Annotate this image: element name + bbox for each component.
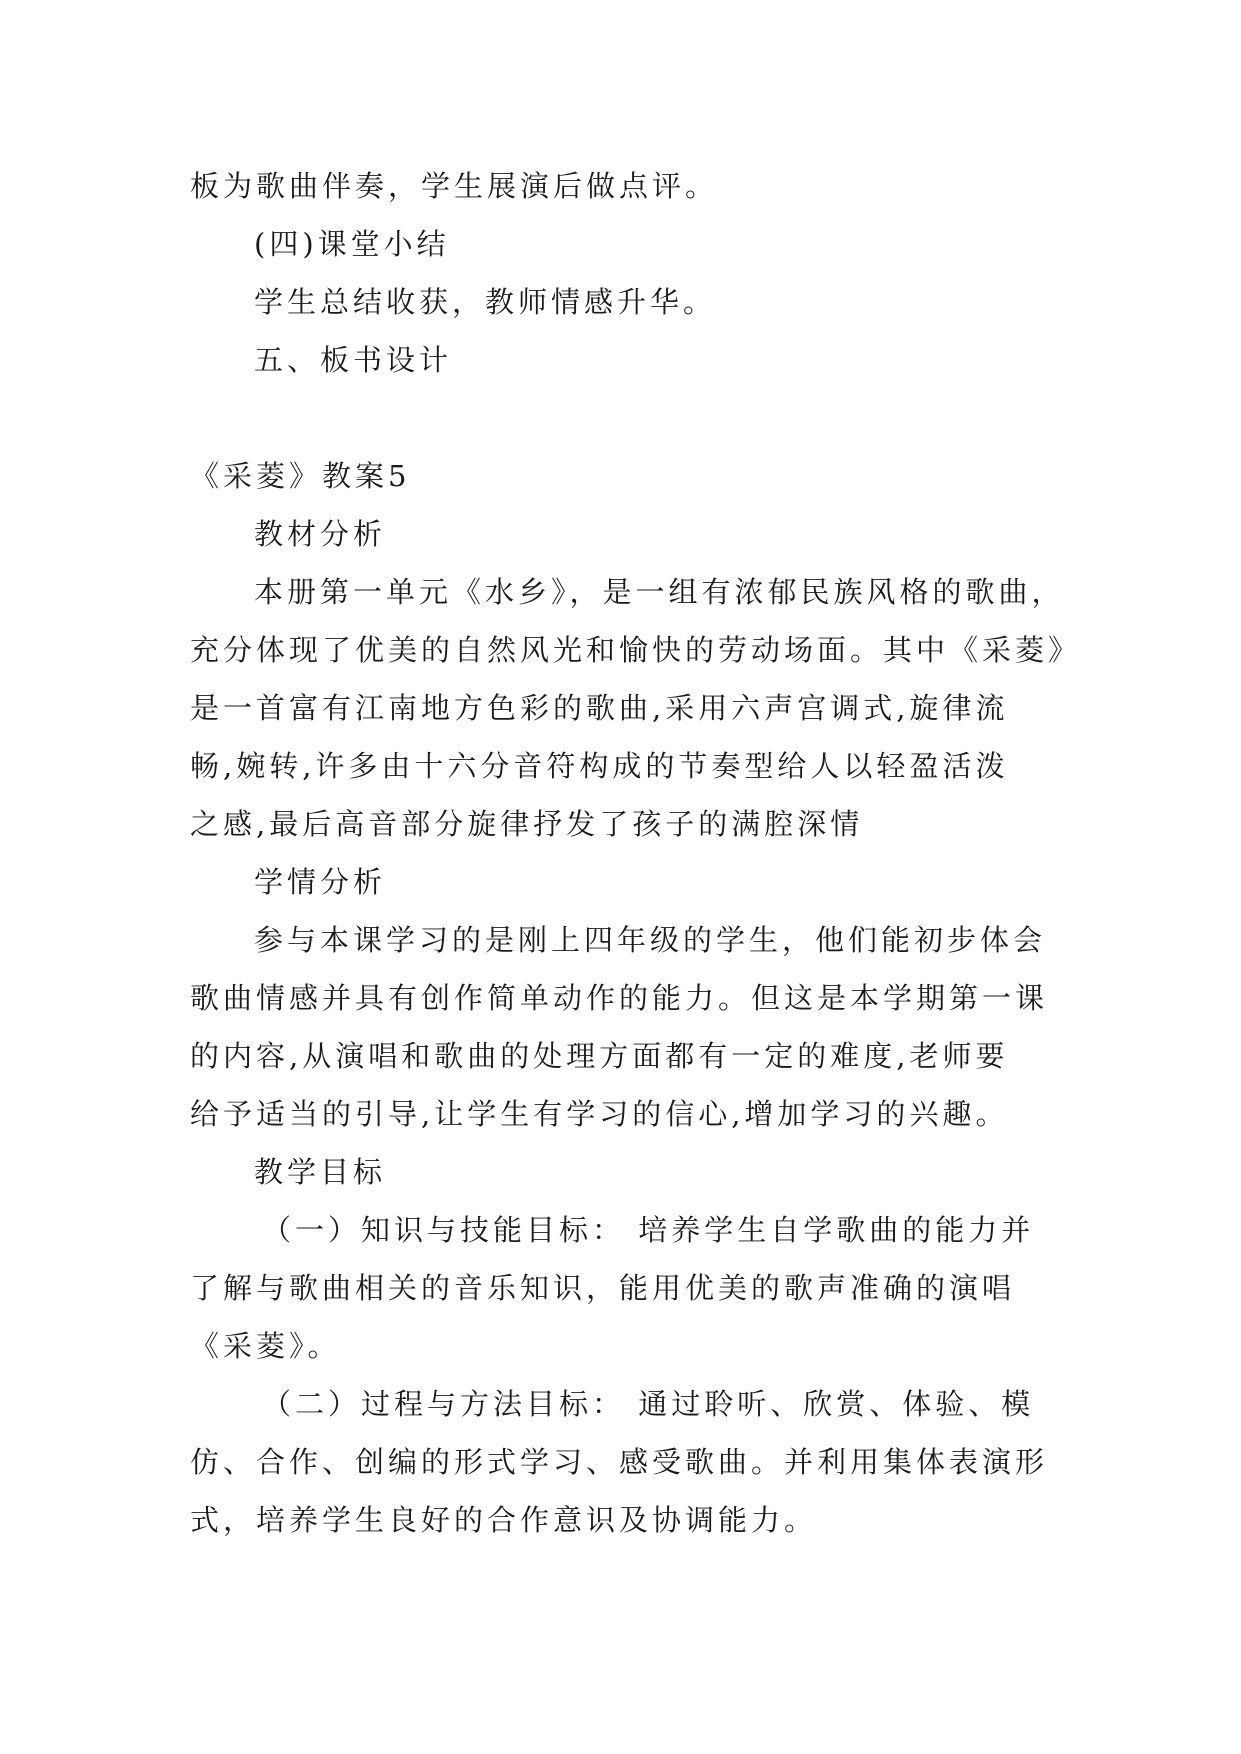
paragraph-line: 本册第一单元《水乡》，是一组有浓郁民族风格的歌曲，: [254, 575, 1065, 609]
paragraph-line: 充分体现了优美的自然风光和愉快的劳动场面。其中《采菱》: [190, 633, 1082, 667]
paragraph-line: 板为歌曲伴奏，学生展演后做点评。: [190, 169, 719, 203]
paragraph-line: 参与本课学习的是刚上四年级的学生，他们能初步体会: [254, 923, 1047, 957]
lesson-plan-title: 《采菱》教案5: [190, 459, 411, 493]
paragraph-line: 歌曲情感并具有创作简单动作的能力。但这是本学期第一课: [190, 981, 1049, 1015]
paragraph-line: 之感,最后高音部分旋律抒发了孩子的满腔深情: [190, 807, 864, 841]
paragraph-line: 畅,婉转,许多由十六分音符构成的节奏型给人以轻盈活泼: [190, 749, 1009, 783]
paragraph-line: 是一首富有江南地方色彩的歌曲,采用六声宫调式,旋律流: [190, 691, 1009, 725]
paragraph-line: 式，培养学生良好的合作意识及协调能力。: [190, 1503, 818, 1537]
section-heading-board-design: 五、板书设计: [254, 343, 453, 377]
section-heading-student-analysis: 学情分析: [254, 865, 387, 899]
paragraph-line: 给予适当的引导,让学生有学习的信心,增加学习的兴趣。: [190, 1097, 1009, 1131]
paragraph-line: 了解与歌曲相关的音乐知识，能用优美的歌声准确的演唱: [190, 1271, 1016, 1305]
paragraph-line: 学生总结收获，教师情感升华。: [254, 285, 717, 319]
paragraph-line: 仿、合作、创编的形式学习、感受歌曲。并利用集体表演形: [190, 1445, 1049, 1479]
paragraph-line: 《采菱》。: [190, 1329, 341, 1363]
paragraph-line: 的内容,从演唱和歌曲的处理方面都有一定的难度,老师要: [190, 1039, 1009, 1073]
section-heading-classroom-summary: (四)课堂小结: [254, 227, 450, 261]
paragraph-line: （一）知识与技能目标： 培养学生自学歌曲的能力并: [262, 1213, 1035, 1247]
section-heading-textbook-analysis: 教材分析: [254, 517, 387, 551]
paragraph-line: （二）过程与方法目标： 通过聆听、欣赏、体验、模: [262, 1387, 1035, 1421]
section-heading-teaching-goals: 教学目标: [254, 1155, 387, 1189]
